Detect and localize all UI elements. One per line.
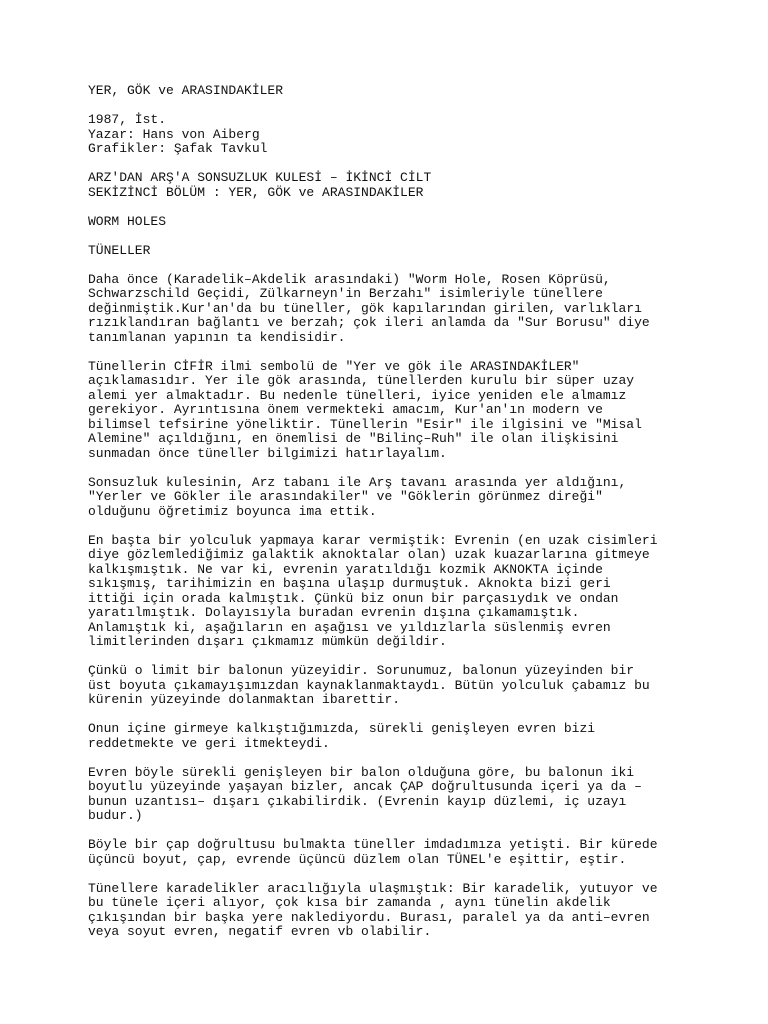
text-line: En başta bir yolculuk yapmaya karar vermiştik: Evrenin (en uzak cisimleri: [88, 532, 658, 548]
text-line: ARZ'DAN ARŞ'A SONSUZLUK KULESİ – İKİNCİ CİLT: [88, 170, 432, 185]
text-line: Evren böyle sürekli genişleyen bir balon olduğuna göre, bu balonun iki: [88, 764, 635, 780]
blank-line: [88, 519, 728, 534]
blank-line: [88, 708, 728, 723]
text-line: Tünellerin CİFİR ilmi sembolü de "Yer ve gök ile ARASINDAKİLER": [88, 358, 580, 374]
text-line: WORM HOLES: [88, 213, 167, 229]
text-line: Alemine" açıldığını, en önemlisi de "Bilinç–Ruh" ile olan ilişkisini: [88, 431, 619, 446]
text-line: açıklamasıdır. Yer ile gök arasında, tünellerden kurulu bir süper uzay: [88, 373, 635, 388]
text-line: Onun içine girmeye kalkıştığımızda, sürekli genişleyen evren bizi: [88, 721, 596, 736]
blank-line: [88, 461, 728, 476]
text-line: üst boyuta çıkamayışımızdan kaynaklanmaktaydı. Bütün yolculuk çabamız bu: [88, 677, 650, 693]
text-line: bunun uzantısı– dışarı çıkabilirdik. (Evrenin kayıp düzlemi, iç uzayı: [88, 793, 627, 809]
text-line: budur.): [88, 808, 143, 823]
text-line: SEKİZİNCİ BÖLÜM : YER, GÖK ve ARASINDAKİLER: [88, 184, 424, 200]
text-line: Böyle bir çap doğrultusu bulmakta tüneller imdadımıza yetişti. Bir kürede: [88, 837, 658, 852]
text-line: bilimsel tefsirine yöneliktir. Tünellerin "Esir" ile ilgisini ve "Misal: [88, 416, 642, 432]
blank-line: [88, 824, 728, 839]
text-line: 1987, İst.: [88, 112, 167, 127]
text-line: olduğunu öğretimiz boyunca ima ettik.: [88, 503, 377, 519]
text-line: Sonsuzluk kulesinin, Arz tabanı ile Arş tavanı arasında yer aldığını,: [88, 474, 627, 490]
text-line: reddetmekte ve geri itmekteydi.: [88, 735, 330, 751]
text-line: alemi yer almaktadır. Bu nedenle tünelleri, iyice yeniden ele almamız: [88, 387, 627, 403]
blank-line: [88, 751, 728, 766]
blank-line: [88, 229, 728, 244]
text-line: TÜNELLER: [88, 242, 151, 258]
text-line: sunmadan önce tüneller bilgimizi hatırlayalım.: [88, 445, 447, 461]
text-line: rızıklandıran bağlantı ve berzah; çok ileri anlamda da "Sur Borusu" diye: [88, 315, 650, 330]
text-line: boyutlu yüzeyinde yaşayan bizler, ancak ÇAP doğrultusunda içeri ya da –: [88, 779, 642, 794]
text-line: değinmiştik.Kur'an'da bu tüneller, gök kapılarından girilen, varlıkları: [88, 300, 642, 316]
text-line: kalkışmıştık. Ne var ki, evrenin yaratıldığı kozmik AKNOKTA içinde: [88, 561, 603, 577]
text-line: diye gözlemlediğimiz galaktik aknoktalar olan) uzak kuazarlarına gitmeye: [88, 547, 650, 562]
text-line: yaratılmıştık. Dolayısıyla buradan evrenin dışına çıkamamıştık.: [88, 605, 580, 620]
text-line: Anlamıştık ki, aşağıların en aşağısı ve yıldızlarla süslenmiş evren: [88, 619, 611, 635]
text-line: veya soyut evren, negatif evren vb olabilir.: [88, 924, 432, 939]
text-line: Daha önce (Karadelik–Akdelik arasındaki) "Worm Hole, Rosen Köprüsü,: [88, 271, 611, 287]
text-line: Yazar: Hans von Aiberg: [88, 126, 260, 142]
blank-line: [88, 258, 728, 273]
text-line: ittiği için orada kalmıştık. Çünkü biz onun bir parçasıydık ve ondan: [88, 590, 619, 606]
text-line: üçüncü boyut, çap, evrende üçüncü düzlem olan TÜNEL'e eşittir, eştir.: [88, 851, 627, 867]
text-line: sıkışmış, tarihimizin en başına ulaşıp durmuştuk. Aknokta bizi geri: [88, 576, 611, 591]
text-line: Tünellere karadelikler aracılığıyla ulaşmıştık: Bir karadelik, yutuyor ve: [88, 880, 658, 896]
blank-line: [88, 345, 728, 360]
text-line: limitlerinden dışarı çıkmamız mümkün değildir.: [88, 634, 447, 649]
text-line: YER, GÖK ve ARASINDAKİLER: [88, 83, 284, 98]
blank-line: [88, 99, 728, 114]
text-line: kürenin yüzeyinde dolanmaktan ibarettir.: [88, 692, 401, 707]
text-line: gerekiyor. Ayrıntısına önem vermekteki amacım, Kur'an'ın modern ve: [88, 402, 603, 417]
text-line: Çünkü o limit bir balonun yüzeyidir. Sorunumuz, balonun yüzeyinden bir: [88, 663, 635, 678]
document-page: [88, 84, 728, 940]
blank-line: [88, 650, 728, 665]
text-line: Schwarzschild Geçidi, Zülkarneyn'in Berzahı" isimleriyle tünellere: [88, 286, 603, 301]
blank-line: [88, 200, 728, 215]
blank-line: [88, 867, 728, 882]
text-line: bu tünele içeri alıyor, çok kısa bir zamanda , aynı tünelin akdelik: [88, 895, 611, 910]
text-line: tanımlanan yapının ta kendisidir.: [88, 329, 346, 345]
text-line: "Yerler ve Gökler ile arasındakiler" ve "Göklerin görünmez direği": [88, 489, 603, 504]
text-line: Grafikler: Şafak Tavkul: [88, 141, 268, 156]
blank-line: [88, 157, 728, 172]
text-line: çıkışından bir başka yere naklediyordu. Burası, paralel ya da anti–evren: [88, 909, 650, 925]
